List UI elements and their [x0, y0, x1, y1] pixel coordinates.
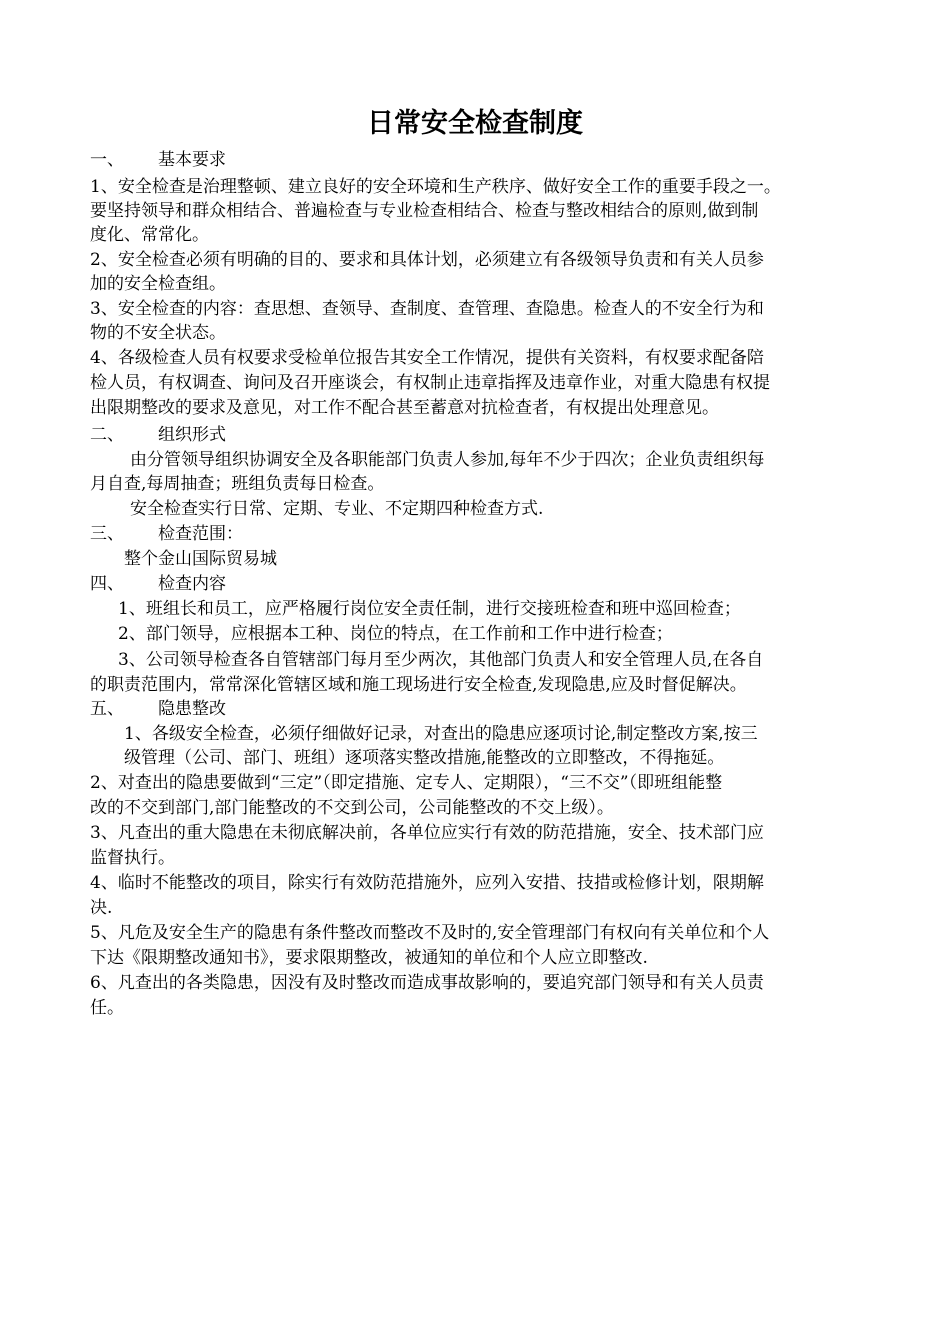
section-number: 二、 [90, 425, 124, 445]
text-line: 改的不交到部门,部门能整改的不交到公司，公司能整改的不交上级）。 [90, 798, 614, 818]
text-line: 决. [90, 898, 113, 918]
text-line: 1、班组长和员工，应严格履行岗位安全责任制，进行交接班检查和班中巡回检查； [118, 599, 741, 619]
text-line: 3、公司领导检查各自管辖部门每月至少两次，其他部门负责人和安全管理人员,在各自 [118, 650, 764, 670]
text-line: 加的安全检查组。 [90, 274, 226, 294]
document-title: 日常安全检查制度 [367, 108, 583, 139]
text-line: 度化、常常化。 [90, 225, 209, 245]
section-title: 检查范围： [158, 524, 243, 544]
text-line: 3、安全检查的内容：查思想、查领导、查制度、查管理、查隐患。检查人的不安全行为和 [90, 299, 764, 319]
text-line: 4、临时不能整改的项目，除实行有效防范措施外，应列入安措、技措或检修计划，限期解 [90, 873, 764, 893]
text-line: 月自查,每周抽查；班组负责每日检查。 [90, 474, 385, 494]
text-line: 1、各级安全检查，必须仔细做好记录，对查出的隐患应逐项讨论,制定整改方案,按三 [124, 724, 758, 744]
text-line: 安全检查实行日常、定期、专业、不定期四种检查方式. [130, 499, 544, 519]
text-line: 3、凡查出的重大隐患在未彻底解决前，各单位应实行有效的防范措施，安全、技术部门应 [90, 823, 764, 843]
text-line: 检人员，有权调查、询问及召开座谈会，有权制止违章指挥及违章作业，对重大隐患有权提 [90, 373, 770, 393]
section-heading-4 [90, 572, 870, 597]
text-line: 物的不安全状态。 [90, 323, 226, 343]
section-heading-3 [90, 522, 870, 547]
section-title: 检查内容 [158, 574, 226, 594]
section-title: 组织形式 [158, 425, 226, 445]
text-line: 由分管领导组织协调安全及各职能部门负责人参加,每年不少于四次；企业负责组织每 [130, 450, 765, 470]
section-heading-2 [90, 423, 870, 448]
text-line: 2、部门领导，应根据本工种、岗位的特点，在工作前和工作中进行检查； [118, 624, 673, 644]
section-number: 三、 [90, 524, 124, 544]
text-line: 整个金山国际贸易城 [124, 549, 277, 569]
section-title: 基本要求 [158, 150, 226, 170]
section-number: 一、 [90, 150, 124, 170]
text-line: 4、各级检查人员有权要求受检单位报告其安全工作情况，提供有关资料，有权要求配备陪 [90, 348, 764, 368]
section-heading-5 [90, 697, 870, 722]
text-line: 下达《限期整改通知书》，要求限期整改，被通知的单位和个人应立即整改. [90, 948, 648, 968]
text-line: 要坚持领导和群众相结合、普遍检查与专业检查相结合、检查与整改相结合的原则,做到制 [90, 201, 759, 221]
text-line: 6、凡查出的各类隐患，因没有及时整改而造成事故影响的，要追究部门领导和有关人员责 [90, 973, 764, 993]
text-line: 出限期整改的要求及意见，对工作不配合甚至蓄意对抗检查者，有权提出处理意见。 [90, 398, 719, 418]
text-line: 的职责范围内，常常深化管辖区域和施工现场进行安全检查,发现隐患,应及时督促解决。 [90, 675, 747, 695]
section-number: 五、 [90, 699, 124, 719]
text-line: 2、对查出的隐患要做到“三定”（即定措施、定专人、定期限），“三不交”（即班组能整 [90, 773, 723, 793]
text-line: 1、安全检查是治理整顿、建立良好的安全环境和生产秩序、做好安全工作的重要手段之一。 [90, 177, 781, 197]
section-title: 隐患整改 [158, 699, 226, 719]
text-line: 任。 [90, 998, 124, 1018]
text-line: 5、凡危及安全生产的隐患有条件整改而整改不及时的,安全管理部门有权向有关单位和个人 [90, 923, 770, 943]
text-line: 2、安全检查必须有明确的目的、要求和具体计划，必须建立有各级领导负责和有关人员参 [90, 250, 764, 270]
section-heading-1 [90, 148, 870, 173]
section-number: 四、 [90, 574, 124, 594]
text-line: 级管理（公司、部门、班组）逐项落实整改措施,能整改的立即整改，不得拖延。 [124, 748, 725, 768]
text-line: 监督执行。 [90, 848, 175, 868]
